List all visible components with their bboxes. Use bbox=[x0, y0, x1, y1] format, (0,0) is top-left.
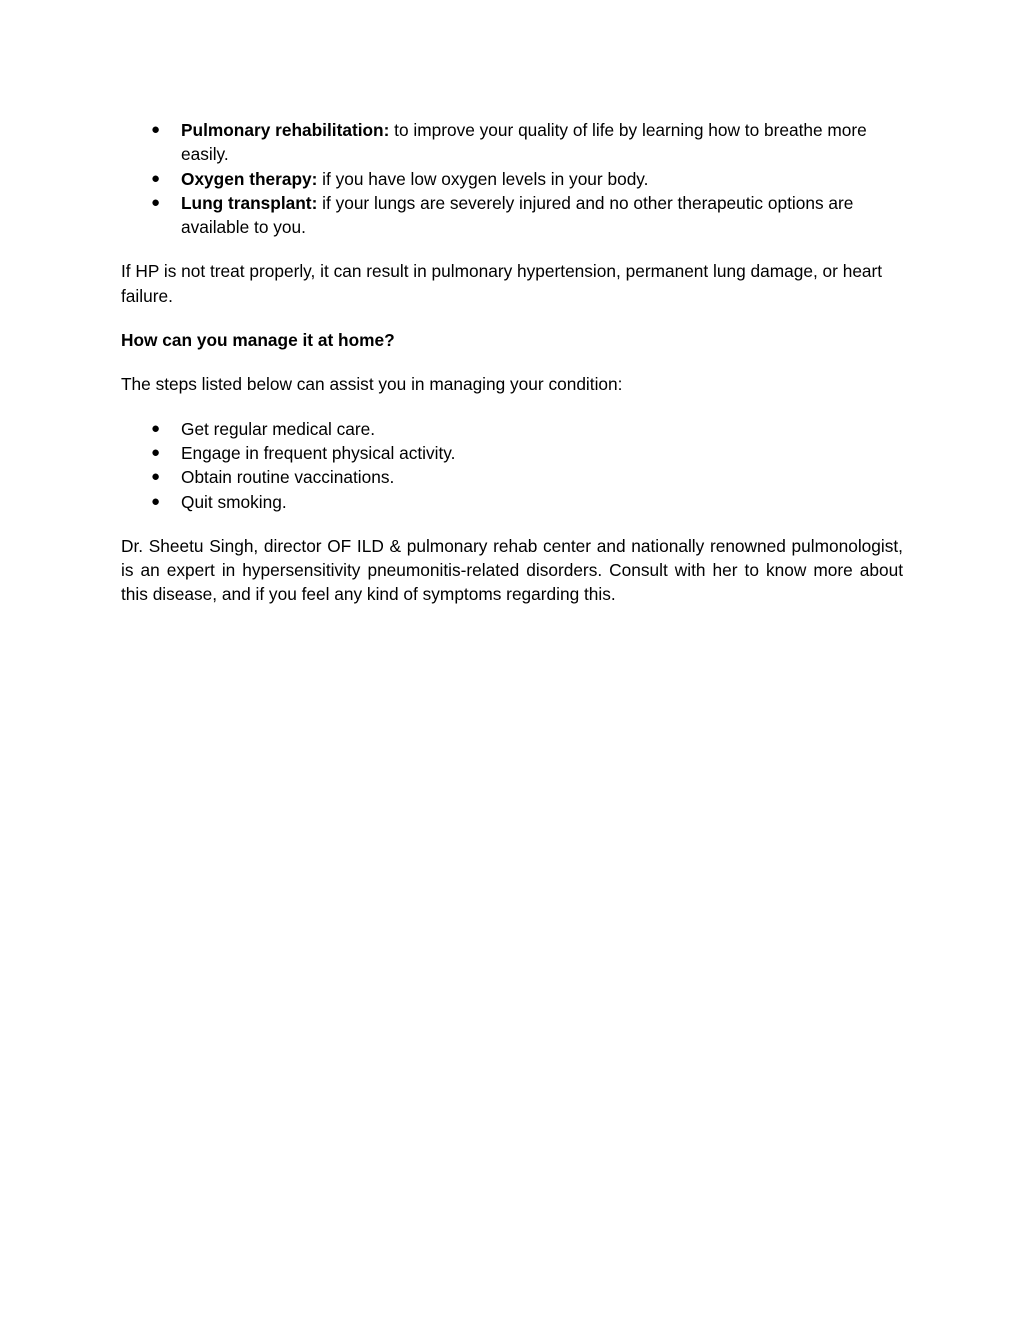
bullet-icon: ● bbox=[151, 492, 161, 510]
treatment-list bbox=[121, 118, 903, 239]
bullet-icon: ● bbox=[151, 443, 161, 461]
list-item bbox=[121, 441, 903, 465]
closing-paragraph: Dr. Sheetu Singh, director OF ILD & pulmonary rehab center and nationally renowned pulmonologist, is an expert in hypersensitivity pneumonitis-related disorders. Consult with her to know more about this disease, and if you feel any kind of symptoms regarding this. bbox=[121, 535, 903, 605]
list-item bbox=[121, 191, 903, 240]
bullet-icon: ● bbox=[151, 419, 161, 437]
step-text: Obtain routine vaccinations. bbox=[181, 467, 395, 488]
intro-paragraph: The steps listed below can assist you in managing your condition: bbox=[121, 374, 623, 395]
step-text: Engage in frequent physical activity. bbox=[181, 442, 456, 463]
list-item bbox=[121, 167, 903, 191]
treatment-term: Oxygen therapy: bbox=[181, 168, 318, 189]
step-text: Get regular medical care. bbox=[181, 418, 376, 439]
list-item bbox=[121, 118, 903, 167]
complication-paragraph: If HP is not treat properly, it can result in pulmonary hypertension, permanent lung damage, or heart failure. bbox=[121, 261, 883, 306]
treatment-text: if you have low oxygen levels in your body. bbox=[317, 168, 649, 189]
treatment-text: if your lungs are severely injured and no other therapeutic options are available to you. bbox=[181, 192, 854, 238]
treatment-term: Pulmonary rehabilitation: bbox=[181, 120, 390, 140]
bullet-icon: ● bbox=[151, 121, 161, 138]
list-item bbox=[121, 417, 903, 441]
section-heading: How can you manage it at home? bbox=[121, 330, 395, 351]
step-text: Quit smoking. bbox=[181, 491, 287, 512]
list-item bbox=[121, 490, 903, 514]
bullet-icon: ● bbox=[151, 169, 161, 187]
document-page bbox=[121, 118, 903, 607]
treatment-text: to improve your quality of life by learning how to breathe more easily. bbox=[181, 120, 867, 165]
list-item bbox=[121, 465, 903, 489]
treatment-term: Lung transplant: bbox=[181, 192, 318, 213]
bullet-icon: ● bbox=[151, 468, 161, 486]
home-steps-list bbox=[121, 417, 903, 514]
bullet-icon: ● bbox=[151, 193, 161, 211]
